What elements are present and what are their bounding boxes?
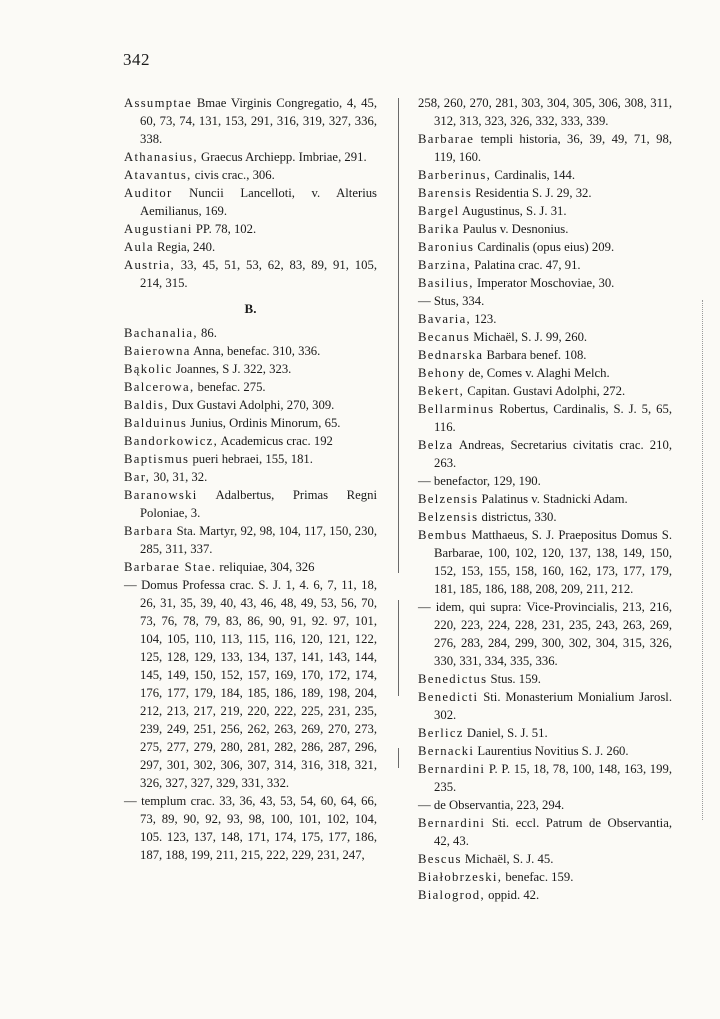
entry-headword: Bescus xyxy=(418,852,462,866)
index-entry xyxy=(418,724,672,742)
entry-headword: Barika xyxy=(418,222,460,236)
entry-text: — templum crac. 33, 36, 43, 53, 54, 60, 64, 66, 73, 89, 90, 92, 93, 98, 100, 101, 102, 104, 105. 123, 137, 148, 171, 174, 175, 177, 186, 187, 188, 199, 211, 215, 222, 229, 231, 247, xyxy=(124,794,377,862)
entry-headword: Baptismus xyxy=(124,452,190,466)
entry-headword: Austria, xyxy=(124,258,175,272)
entry-headword: Barbarae xyxy=(418,132,475,146)
index-entry xyxy=(418,508,672,526)
section-letter: B. xyxy=(244,301,257,316)
index-entry xyxy=(124,256,377,292)
entry-text: — idem, qui supra: Vice-Provincialis, 213, 216, 220, 223, 224, 228, 231, 235, 243, 263, 269, 276, 283, 284, 299, 300, 302, 304, 315, 326, 330, 331, 334, 335, 336. xyxy=(418,600,672,668)
entry-headword: Augustiani xyxy=(124,222,193,236)
entry-text: Sti. eccl. Patrum de Observantia, 42, 43. xyxy=(434,816,672,848)
entry-headword: Becanus xyxy=(418,330,471,344)
entry-text: Palatina crac. 47, 91. xyxy=(471,258,581,272)
index-entry xyxy=(418,130,672,166)
entry-headword: Bachanalia, xyxy=(124,326,198,340)
index-entry xyxy=(418,490,672,508)
entry-text: Stus. 159. xyxy=(487,672,541,686)
entry-text: 86. xyxy=(197,326,217,340)
index-entry xyxy=(124,184,377,220)
index-entry xyxy=(418,796,672,814)
entry-headword: Barbara xyxy=(124,524,174,538)
index-entry xyxy=(124,450,377,468)
index-entry xyxy=(124,558,377,576)
index-entry xyxy=(124,360,377,378)
index-entry xyxy=(418,526,672,598)
entry-headword: Belza xyxy=(418,438,454,452)
entry-headword: Bekert, xyxy=(418,384,465,398)
entry-headword: Bembus xyxy=(418,528,468,542)
entry-text: Academicus crac. 192 xyxy=(218,434,333,448)
entry-text: Sti. Monasterium Monialium Jarosl. 302. xyxy=(434,690,672,722)
entry-headword: Barensis xyxy=(418,186,473,200)
index-entry xyxy=(418,364,672,382)
entry-text: — Domus Professa crac. S. J. 1, 4. 6, 7, 11, 18, 26, 31, 35, 39, 40, 43, 46, 48, 49, 53, 56, 70, 73, 76, 78, 79, 83, 86, 90, 91, 92. 97, 101, 104, 105, 110, 113, 115, 116, 120, 121, 122, 125, 128, 129, 133, 134, 137, 141, 143, 144, 145, 149, 150, 152, 157, 169, 170, 172, 174, 176, 177, 179, 184, 185, 186, 189, 198, 204, 212, 213, 217, 219, 220, 222, 225, 231, 235, 239, 249, 251, 256, 262, 263, 269, 270, 273, 275, 277, 279, 280, 281, 282, 286, 287, 296, 297, 301, 302, 306, 307, 314, 316, 318, 321, 326, 327, 327, 329, 331, 332. xyxy=(124,578,377,790)
entry-headword: Bialogrod, xyxy=(418,888,485,902)
index-entry xyxy=(418,742,672,760)
entry-headword: Benedictus xyxy=(418,672,488,686)
entry-text: Palatinus v. Stadnicki Adam. xyxy=(478,492,628,506)
index-entry xyxy=(418,328,672,346)
entry-text: 33, 45, 51, 53, 62, 83, 89, 91, 105, 214, 315. xyxy=(140,258,377,290)
index-entry xyxy=(418,238,672,256)
index-entry xyxy=(418,94,672,130)
entry-text: Anna, benefac. 310, 336. xyxy=(190,344,321,358)
entry-text: Matthaeus, S. J. Praepositus Domus S. Barbarae, 100, 102, 120, 137, 138, 149, 150, 152, 153, 155, 158, 160, 162, 173, 177, 179, 181, 185, 186, 188, 208, 209, 211, 212. xyxy=(434,528,672,596)
entry-text: Andreas, Secretarius civitatis crac. 210, 263. xyxy=(434,438,672,470)
entry-headword: Bavaria, xyxy=(418,312,472,326)
margin-mark xyxy=(702,300,705,820)
index-entry xyxy=(124,486,377,522)
index-entry xyxy=(124,342,377,360)
entry-text: Graecus Archiepp. Imbriae, 291. xyxy=(197,150,367,164)
entry-text: 30, 31, 32. xyxy=(150,470,208,484)
column-divider-lower xyxy=(398,600,399,696)
entry-headword: Baronius xyxy=(418,240,475,254)
entry-text: 258, 260, 270, 281, 303, 304, 305, 306, 308, 311, 312, 313, 323, 326, 332, 333, 339. xyxy=(418,96,672,128)
entry-text: benefac. 159. xyxy=(502,870,574,884)
index-entry xyxy=(124,324,377,342)
index-entry xyxy=(418,310,672,328)
entry-text: pueri hebraei, 155, 181. xyxy=(189,452,313,466)
index-entry xyxy=(418,346,672,364)
index-entry xyxy=(124,220,377,238)
entry-headword: Bandorkowicz, xyxy=(124,434,219,448)
index-entry xyxy=(124,94,377,148)
index-column-right xyxy=(418,94,672,904)
entry-headword: Bednarska xyxy=(418,348,484,362)
entry-headword: Baierowna xyxy=(124,344,191,358)
index-entry xyxy=(418,382,672,400)
entry-text: Cardinalis (opus eius) 209. xyxy=(474,240,615,254)
entry-text: Capitan. Gustavi Adolphi, 272. xyxy=(464,384,626,398)
entry-text: 123. xyxy=(471,312,497,326)
entry-headword: Assumptae xyxy=(124,96,193,110)
entry-text: oppid. 42. xyxy=(484,888,540,902)
entry-text: Adalbertus, Primas Regni Poloniae, 3. xyxy=(140,488,377,520)
entry-text: Joannes, S J. 322, 323. xyxy=(172,362,292,376)
entry-headword: Atavantus, xyxy=(124,168,192,182)
entry-headword: Barberinus, xyxy=(418,168,492,182)
entry-text: P. P. 15, 18, 78, 100, 148, 163, 199, 235. xyxy=(434,762,672,794)
entry-text: Laurentius Novitius S. J. 260. xyxy=(474,744,629,758)
column-divider-bottom xyxy=(398,748,399,768)
entry-text: districtus, 330. xyxy=(478,510,557,524)
entry-text: Junius, Ordinis Minorum, 65. xyxy=(187,416,341,430)
entry-text: Imperator Moschoviae, 30. xyxy=(473,276,615,290)
entry-headword: Balcerowa, xyxy=(124,380,195,394)
index-entry xyxy=(418,598,672,670)
page-number: 342 xyxy=(123,50,150,69)
entry-text: PP. 78, 102. xyxy=(192,222,257,236)
entry-text: de, Comes v. Alaghi Melch. xyxy=(465,366,610,380)
index-entry xyxy=(418,274,672,292)
entry-text: — benefactor, 129, 190. xyxy=(418,474,541,488)
entry-text: benefac. 275. xyxy=(194,380,266,394)
index-entry xyxy=(418,436,672,472)
entry-headword: Białobrzeski, xyxy=(418,870,503,884)
entry-text: Dux Gustavi Adolphi, 270, 309. xyxy=(168,398,335,412)
entry-text: Nuncii Lancelloti, v. Alterius Aemilianus, 169. xyxy=(140,186,377,218)
entry-headword: Balduinus xyxy=(124,416,188,430)
index-entry xyxy=(124,166,377,184)
index-entry xyxy=(418,472,672,490)
index-entry xyxy=(418,868,672,886)
index-entry xyxy=(124,792,377,864)
index-entry xyxy=(418,256,672,274)
column-divider xyxy=(398,98,399,573)
entry-headword: Auditor xyxy=(124,186,173,200)
entry-text: civis crac., 306. xyxy=(191,168,275,182)
entry-headword: Barzina, xyxy=(418,258,472,272)
index-column-left xyxy=(124,94,377,864)
index-entry xyxy=(124,148,377,166)
entry-text: Regia, 240. xyxy=(153,240,216,254)
entry-headword: Berlicz xyxy=(418,726,464,740)
entry-text: Daniel, S. J. 51. xyxy=(463,726,548,740)
entry-headword: Basilius, xyxy=(418,276,474,290)
entry-text: Residentia S. J. 29, 32. xyxy=(472,186,592,200)
entry-text: Michaël, S. J. 45. xyxy=(461,852,554,866)
index-entry xyxy=(124,414,377,432)
entry-text: Cardinalis, 144. xyxy=(491,168,576,182)
entry-text: Bmae Virginis Congregatio, 4, 45, 60, 73, 74, 131, 153, 291, 316, 319, 327, 336, 338. xyxy=(140,96,377,146)
entry-text: templi historia, 36, 39, 49, 71, 98, 119, 160. xyxy=(434,132,672,164)
entry-text: Paulus v. Desnonius. xyxy=(459,222,569,236)
index-entry xyxy=(124,576,377,792)
entry-text: reliquiae, 304, 326 xyxy=(216,560,315,574)
index-entry xyxy=(418,202,672,220)
index-entry xyxy=(418,184,672,202)
entry-text: Robertus, Cardinalis, S. J. 5, 65, 116. xyxy=(434,402,672,434)
index-entry xyxy=(418,886,672,904)
entry-headword: Bellarminus xyxy=(418,402,495,416)
entry-headword: Bernacki xyxy=(418,744,475,758)
entry-headword: Belzensis xyxy=(418,510,479,524)
index-entry xyxy=(418,850,672,868)
index-entry xyxy=(418,814,672,850)
index-entry xyxy=(124,396,377,414)
index-entry xyxy=(418,670,672,688)
entry-headword: Aula xyxy=(124,240,154,254)
entry-headword: Bąkolic xyxy=(124,362,173,376)
entry-headword: Bernardini xyxy=(418,762,486,776)
entry-text: — de Observantia, 223, 294. xyxy=(418,798,565,812)
entry-text: Michaël, S. J. 99, 260. xyxy=(470,330,588,344)
index-entry xyxy=(124,522,377,558)
index-entry xyxy=(124,432,377,450)
index-entry xyxy=(418,166,672,184)
entry-headword: Bernardini xyxy=(418,816,486,830)
index-entry xyxy=(418,760,672,796)
index-entry xyxy=(418,220,672,238)
entry-headword: Baranowski xyxy=(124,488,198,502)
entry-headword: Barbarae Stae. xyxy=(124,560,217,574)
entry-headword: Bargel xyxy=(418,204,460,218)
entry-headword: Athanasius, xyxy=(124,150,198,164)
entry-text: Barbara benef. 108. xyxy=(483,348,587,362)
index-entry xyxy=(124,378,377,396)
entry-headword: Baldis, xyxy=(124,398,169,412)
index-entry xyxy=(418,400,672,436)
index-entry xyxy=(418,292,672,310)
entry-text: Sta. Martyr, 92, 98, 104, 117, 150, 230, 285, 311, 337. xyxy=(140,524,377,556)
index-entry xyxy=(124,468,377,486)
entry-headword: Belzensis xyxy=(418,492,479,506)
entry-headword: Bar, xyxy=(124,470,151,484)
entry-headword: Behony xyxy=(418,366,466,380)
index-entry xyxy=(418,688,672,724)
entry-text: Augustinus, S. J. 31. xyxy=(459,204,567,218)
index-entry xyxy=(124,238,377,256)
entry-text: — Stus, 334. xyxy=(418,294,485,308)
entry-headword: Benedicti xyxy=(418,690,479,704)
